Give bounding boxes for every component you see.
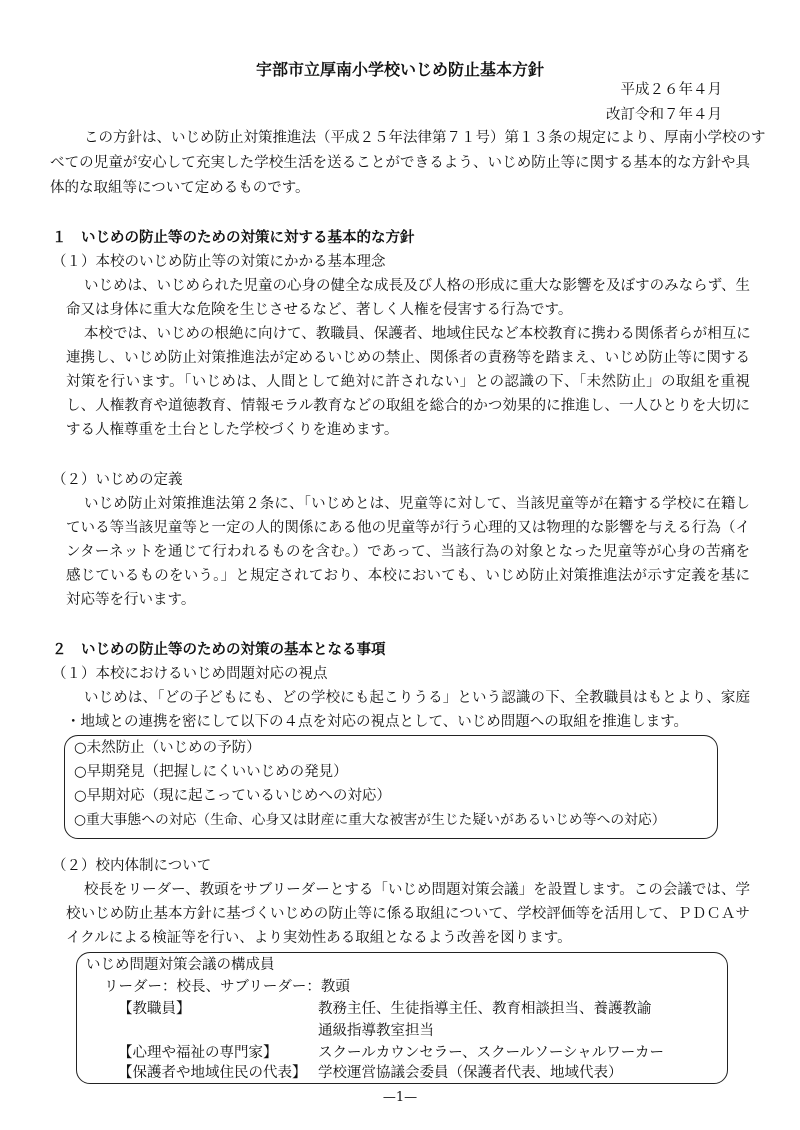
document-title: 宇部市立厚南小学校いじめ防止基本方針	[255, 60, 544, 79]
intro-line: この方針は、いじめ防止対策推進法（平成２５年法律第７１号）第１３条の規定により、厚南小学校のす	[84, 130, 766, 146]
viewpoint-item: ○早期対応（現に起こっているいじめへの対応）	[74, 788, 391, 804]
viewpoint-item: ○重大事態への対応（生命、心身又は財産に重大な被害が生じた疑いがあるいじめ等への対応）	[74, 812, 666, 828]
paragraph-line: ・地域との連携を密にして以下の４点を対応の視点として、いじめ問題への取組を推進します。	[66, 714, 689, 730]
committee-leaders: リーダー：校長、サブリーダー：教頭	[104, 979, 350, 995]
paragraph-line: いじめは、いじめられた児童の心身の健全な成長及び人格の形成に重大な影響を及ぼすのみならず、生	[84, 278, 750, 294]
committee-row-value: 学校運営協議会委員（保護者代表、地域代表）	[318, 1065, 623, 1081]
page-number: —1—	[382, 1090, 418, 1105]
subsection-heading: （１）本校のいじめ防止等の対策にかかる基本理念	[52, 254, 386, 270]
section-heading: ２ いじめの防止等のための対策の基本となる事項	[52, 642, 386, 658]
intro-line: べての児童が安心して充実した学校生活を送ることができるよう、いじめ防止等に関する基本的な方針や具	[50, 155, 750, 171]
committee-row-value: スクールカウンセラー、スクールソーシャルワーカー	[318, 1045, 664, 1061]
paragraph-line: いじめは、「どの子どもにも、どの学校にも起こりうる」という認識の下、全教職員はもとより、家庭	[84, 690, 750, 706]
subsection-heading: （２）校内体制について	[52, 858, 212, 874]
committee-row-label: 【保護者や地域住民の代表】	[118, 1065, 307, 1081]
committee-row-value: 教務主任、生徒指導主任、教育相談担当、養護教諭	[318, 1001, 652, 1017]
paragraph-line: ている等当該児童等と一定の人的関係にある他の児童等が行う心理的又は物理的な影響を与える行為（イ	[66, 520, 750, 536]
subsection-heading: （１）本校におけるいじめ問題対応の視点	[52, 666, 328, 682]
viewpoint-item: ○未然防止（いじめの予防）	[74, 740, 261, 756]
committee-title: いじめ問題対策会議の構成員	[86, 957, 275, 973]
intro-line: 体的な取組等について定めるものです。	[50, 180, 310, 196]
date-original: 平成２６年４月	[620, 82, 722, 98]
paragraph-line: 校いじめ防止基本方針に基づくいじめの防止等に係る取組について、学校評価等を活用して、ＰＤＣＡサ	[66, 906, 750, 922]
paragraph-line: イクルによる検証等を行い、より実効性ある取組となるよう改善を図ります。	[66, 930, 572, 946]
paragraph-line: 連携し、いじめ防止対策推進法が定めるいじめの禁止、関係者の責務等を踏まえ、いじめ防止等に関する	[66, 350, 750, 366]
paragraph-line: 本校では、いじめの根絶に向けて、教職員、保護者、地域住民など本校教育に携わる関係者らが相互に	[84, 326, 751, 342]
paragraph-line: いじめ防止対策推進法第２条に、「いじめとは、児童等に対して、当該児童等が在籍する学校に在籍し	[84, 496, 750, 512]
paragraph-line: 命又は身体に重大な危険を生じさせるなど、著しく人権を侵害する行為です。	[66, 302, 573, 318]
paragraph-line: し、人権教育や道徳教育、情報モラル教育などの取組を総合的かつ効果的に推進し、一人ひとりを大切に	[66, 398, 750, 414]
paragraph-line: する人権尊重を土台とした学校づくりを進めます。	[66, 422, 399, 438]
viewpoint-item: ○早期発見（把握しにくいいじめの発見）	[74, 764, 348, 780]
paragraph-line: 対応等を行います。	[66, 592, 196, 608]
committee-row-label: 【教職員】	[118, 1001, 191, 1017]
paragraph-line: 感じているものをいう。」と規定されており、本校においても、いじめ防止対策推進法が示す定義を基に	[66, 568, 750, 584]
date-revised: 改訂令和７年４月	[606, 107, 722, 123]
paragraph-line: ンターネットを通じて行われるものを含む。）であって、当該行為の対象となった児童等が心身の苦痛を	[66, 544, 750, 560]
section-heading: １ いじめの防止等のための対策に対する基本的な方針	[52, 230, 415, 246]
paragraph-line: 校長をリーダー、教頭をサブリーダーとする「いじめ問題対策会議」を設置します。この会議では、学	[84, 882, 750, 898]
paragraph-line: 対策を行います。「いじめは、人間として絶対に許されない」との認識の下、「未然防止」の取組を重視	[66, 374, 750, 390]
subsection-heading: （２）いじめの定義	[52, 472, 183, 488]
committee-row-label: 【心理や福祉の専門家】	[118, 1045, 278, 1061]
committee-row-value: 通級指導教室担当	[318, 1023, 434, 1039]
